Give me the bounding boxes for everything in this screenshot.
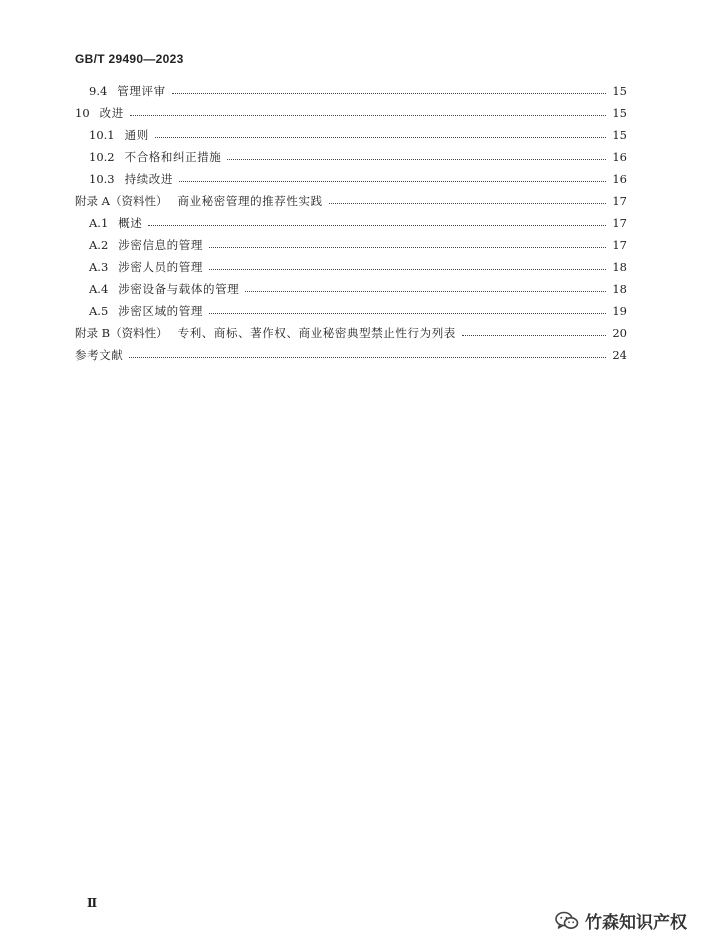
toc-entry[interactable] xyxy=(75,126,627,144)
toc-entry-page: 15 xyxy=(612,106,627,120)
toc-entry[interactable] xyxy=(75,214,627,232)
toc-leader-dots xyxy=(172,93,607,94)
toc-entry[interactable] xyxy=(75,346,627,364)
toc-leader-dots xyxy=(129,357,606,358)
toc-entry-title: 改进 xyxy=(99,106,124,120)
toc-leader-dots xyxy=(155,137,607,138)
toc-entry-page: 17 xyxy=(612,238,627,252)
toc-entry-number: A.5 xyxy=(89,304,109,318)
toc-entry[interactable] xyxy=(75,170,627,188)
toc-leader-dots xyxy=(245,291,606,292)
toc-entry-title: 商业秘密管理的推荐性实践 xyxy=(177,194,323,208)
toc-entry-page: 17 xyxy=(612,194,627,208)
toc-leader-dots xyxy=(148,225,606,226)
toc-entry-title: 参考文献 xyxy=(75,348,124,362)
toc-leader-dots xyxy=(209,269,606,270)
toc-entry-page: 17 xyxy=(612,216,627,230)
toc-entry-page: 16 xyxy=(612,172,627,186)
toc-entry-number: 10.2 xyxy=(89,150,115,164)
toc-entry-number: 9.4 xyxy=(89,84,108,98)
toc-entry-title: 涉密信息的管理 xyxy=(118,238,203,252)
toc-entry[interactable] xyxy=(75,280,627,298)
page-number-roman: Ⅱ xyxy=(87,896,98,910)
toc-entry-page: 19 xyxy=(612,304,627,318)
toc-entry-title: 专利、商标、著作权、商业秘密典型禁止性行为列表 xyxy=(177,326,456,340)
toc-entry-number: A.3 xyxy=(89,260,109,274)
toc-entry[interactable] xyxy=(75,104,627,122)
watermark xyxy=(555,908,687,933)
toc-entry-page: 18 xyxy=(612,260,627,274)
toc-entry-title: 通则 xyxy=(124,128,149,142)
toc-entry[interactable] xyxy=(75,192,627,210)
toc-leader-dots xyxy=(130,115,607,116)
toc-entry-number: 10.1 xyxy=(89,128,115,142)
toc-entry-title: 持续改进 xyxy=(124,172,174,186)
toc-entry-number: A.4 xyxy=(89,282,109,296)
toc-entry-title: 涉密设备与载体的管理 xyxy=(118,282,240,296)
toc-leader-dots xyxy=(462,335,606,336)
toc-entry-title: 不合格和纠正措施 xyxy=(124,150,222,164)
toc-entry-number: 10 xyxy=(75,106,90,120)
toc-entry-title: 管理评审 xyxy=(117,84,166,98)
toc-leader-dots xyxy=(209,247,606,248)
toc-entry-number: 10.3 xyxy=(89,172,115,186)
toc-leader-dots xyxy=(179,181,606,182)
wechat-icon xyxy=(555,911,579,931)
toc-entry[interactable] xyxy=(75,236,627,254)
toc-entry-page: 24 xyxy=(612,348,627,362)
toc-entry-number: A.1 xyxy=(89,216,109,230)
standard-code-header: GB/T 29490—2023 xyxy=(75,52,184,66)
toc-entry-number: 附录 A（资料性） xyxy=(75,194,168,208)
toc-entry-page: 15 xyxy=(612,84,627,98)
toc-entry-number: 附录 B（资料性） xyxy=(75,326,168,340)
toc-leader-dots xyxy=(329,203,607,204)
toc-leader-dots xyxy=(209,313,606,314)
toc-entry[interactable] xyxy=(75,148,627,166)
toc-entry-title: 涉密人员的管理 xyxy=(118,260,203,274)
toc-entry[interactable] xyxy=(75,258,627,276)
toc-entry[interactable] xyxy=(75,324,627,342)
toc-entry-number: A.2 xyxy=(89,238,109,252)
toc-entry-page: 15 xyxy=(612,128,627,142)
toc-entry-page: 16 xyxy=(612,150,627,164)
toc-entry-page: 20 xyxy=(612,326,627,340)
toc-entry-title: 涉密区域的管理 xyxy=(118,304,203,318)
toc-entry[interactable] xyxy=(75,82,627,100)
toc-entry[interactable] xyxy=(75,302,627,320)
toc-leader-dots xyxy=(227,159,606,160)
watermark-text: 竹森知识产权 xyxy=(585,913,687,933)
toc-entry-page: 18 xyxy=(612,282,627,296)
toc-entry-title: 概述 xyxy=(118,216,143,230)
